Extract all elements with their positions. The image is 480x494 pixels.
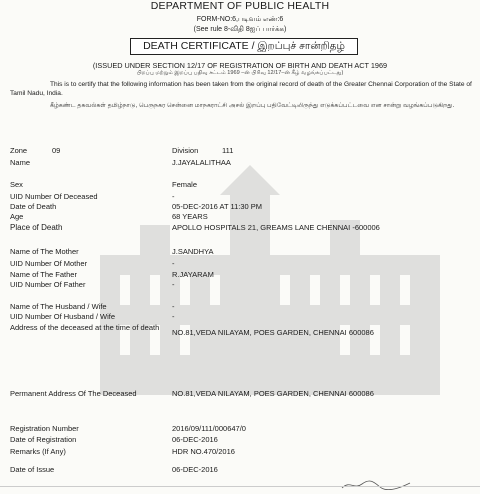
division-label: Division — [172, 146, 199, 155]
field-label: UID Number Of Deceased — [10, 192, 98, 201]
issued-under-text: (ISSUED UNDER SECTION 12/17 OF REGISTRATION OF BIRTH AND DEATH ACT 1969 — [92, 61, 388, 70]
field-value: 06-DEC-2016 — [172, 465, 218, 474]
zone-label: Zone — [10, 146, 28, 155]
field-label: Age — [10, 212, 24, 221]
field-value: 05-DEC-2016 AT 11:30 PM — [172, 202, 263, 211]
field-value: NO.81,VEDA NILAYAM, POES GARDEN, CHENNAI 600086 — [172, 328, 374, 337]
building-watermark — [80, 165, 460, 405]
field-label: Sex — [10, 180, 23, 189]
field-value: 2016/09/111/000647/0 — [172, 424, 246, 433]
field-value: - — [172, 192, 175, 201]
field-value: J.JAYALALITHAA — [172, 158, 231, 167]
field-label: Remarks (If Any) — [10, 447, 66, 456]
field-label: Name — [10, 158, 31, 167]
signature-scribble — [340, 478, 420, 492]
field-label: Date of Registration — [10, 435, 77, 444]
field-label: Date of Issue — [10, 465, 55, 474]
field-label: UID Number Of Mother — [10, 259, 88, 268]
field-value: J.SANDHYA — [172, 247, 214, 256]
bottom-divider — [0, 486, 480, 487]
form-number: FORM-NO:6,படிவம் எண்:6 — [196, 16, 284, 23]
field-label: Name of The Husband / Wife — [10, 302, 107, 311]
field-label: Registration Number — [10, 424, 79, 433]
field-label: Permanent Address Of The Deceased — [10, 389, 137, 398]
field-value: - — [172, 302, 175, 311]
field-value: - — [172, 280, 175, 289]
certification-statement: This is to certify that the following information has been taken from the original record of death of the Greater Chennai Corporation of the State of Tamil Nadu, India. — [10, 81, 472, 97]
field-value: 68 YEARS — [172, 212, 208, 221]
field-value: R.JAYARAM — [172, 270, 214, 279]
field-label: Name of The Father — [10, 270, 77, 279]
certification-statement-tamil: கீழ்கண்ட தகவல்கள் தமிழ்நாடு, பெருநகர சென்னை மாநகராட்சி அசல் இறப்பு பதிவேட்டிலிருந்து எடுக்கப்பட்டவை என சான்று வழங்கப்படுகிறது. — [50, 102, 455, 109]
division-value: 111 — [222, 146, 234, 155]
field-label: Name of The Mother — [10, 247, 79, 256]
field-label: Address of the deceased at the time of death — [10, 323, 160, 332]
field-label: UID Number Of Husband / Wife — [10, 312, 116, 321]
field-value: 06-DEC-2016 — [172, 435, 218, 444]
issued-under-text-tamil: பிறப்பு மற்றும் இறப்பு பதிவு சட்டம் 1969 –ன் பிரிவு 12/17–ன் கீழ் வழங்கப்பட்டது) — [136, 70, 344, 76]
zone-value: 09 — [52, 146, 61, 155]
field-value: - — [172, 259, 175, 268]
field-label: Place of Death — [10, 223, 63, 232]
field-label: Date of Death — [10, 202, 57, 211]
field-value: APOLLO HOSPITALS 21, GREAMS LANE CHENNAI -600006 — [172, 223, 380, 232]
department-title: DEPARTMENT OF PUBLIC HEALTH — [150, 0, 330, 12]
field-value: NO.81,VEDA NILAYAM, POES GARDEN, CHENNAI 600086 — [172, 389, 374, 398]
field-label: UID Number Of Father — [10, 280, 86, 289]
field-value: HDR NO.470/2016 — [172, 447, 235, 456]
certificate-title: DEATH CERTIFICATE / இறப்புச் சான்றிதழ் — [130, 38, 358, 55]
field-value: Female — [172, 180, 198, 189]
field-value: - — [172, 312, 175, 321]
rule-reference: (See rule 8-விதி 8ஐப் பார்க்க) — [193, 26, 287, 33]
